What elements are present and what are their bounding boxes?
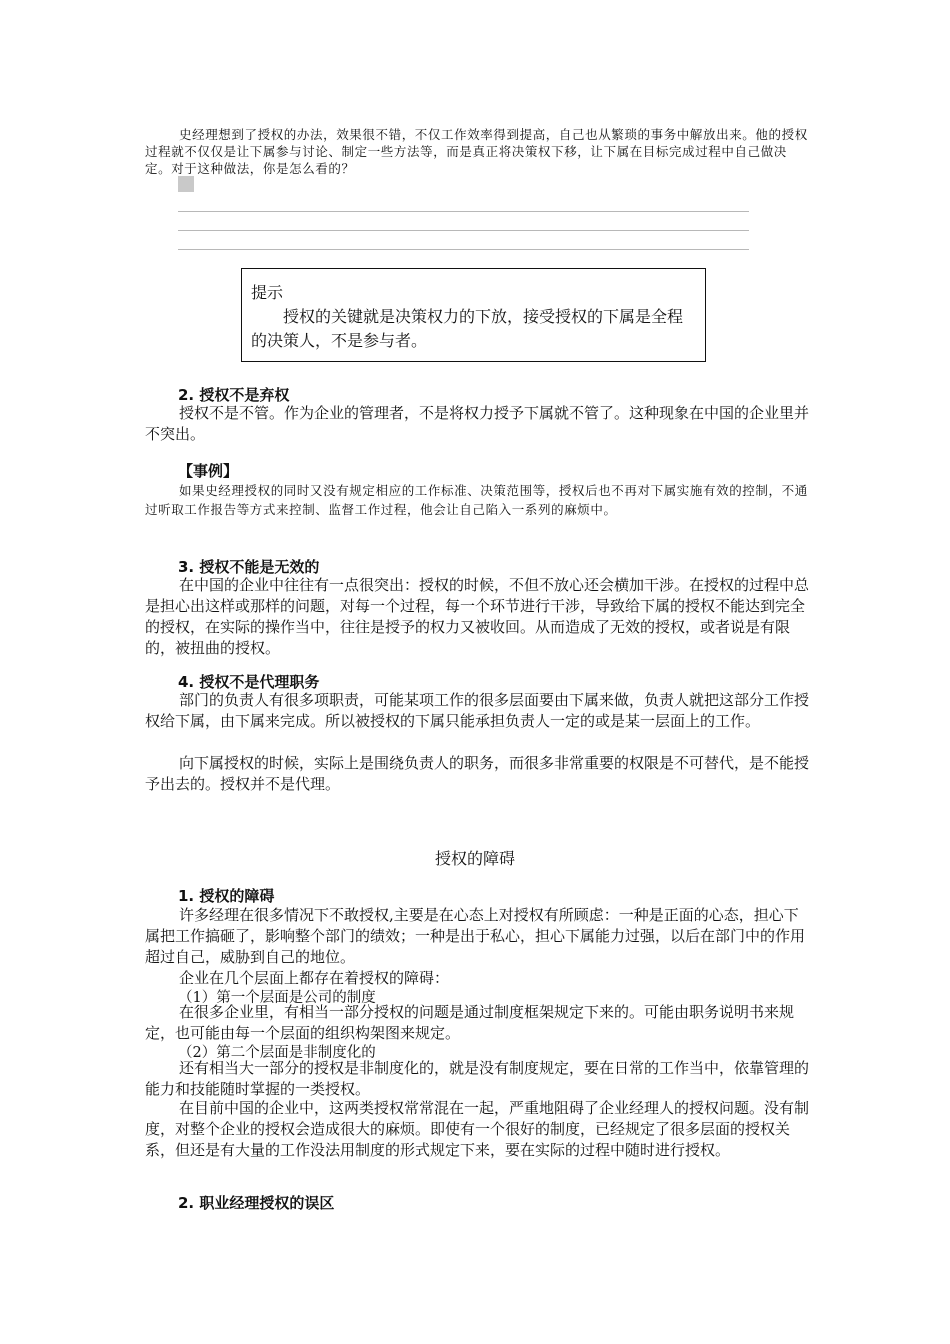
section-heading: 1. 授权的障碍 [178, 887, 275, 905]
intro-paragraph: 史经理想到了授权的办法，效果很不错，不仅工作效率得到提高，自己也从繁琐的事务中解放出来。他的授权过程就不仅仅是让下属参与讨论、制定一些方法等，而是真正将决策权下移，让下属在目标完成过程中自己做决定。对于这种做法，你是怎么看的？ [145, 127, 808, 176]
section-paragraph: 向下属授权的时候，实际上是围绕负责人的职务，而很多非常重要的权限是不可替代，是不能授予出去的。授权并不是代理。 [145, 754, 810, 793]
section-paragraph: 部门的负责人有很多项职责，可能某项工作的很多层面要由下属来做，负责人就把这部分工作授权给下属，由下属来完成。所以被授权的下属只能承担负责人一定的或是某一层面上的工作。 [145, 691, 810, 730]
level-heading: （2）第二个层面是非制度化的 [178, 1045, 376, 1061]
section-paragraph: 授权不是不管。作为企业的管理者，不是将权力授予下属就不管了。这种现象在中国的企业里并不突出。 [145, 404, 810, 443]
section-paragraph: 在中国的企业中往往有一点很突出：授权的时候，不但不放心还会横加干涉。在授权的过程中总是担心出这样或那样的问题，对每一个过程，每一个环节进行干涉，导致给下属的授权不能达到完全的授权，在实际的操作当中，往往是授予的权力又被收回。从而造成了无效的授权，或者说是有限的，被扭曲的授权。 [145, 576, 810, 657]
answer-line [178, 249, 749, 250]
section-paragraph: 许多经理在很多情况下不敢授权,主要是在心态上对授权有所顾虑：一种是正面的心态，担心下属把工作搞砸了，影响整个部门的绩效；一种是出于私心，担心下属能力过强，以后在部门中的作用超过自己，威胁到自己的地位。 [145, 906, 806, 966]
section-heading: 2. 职业经理授权的误区 [178, 1194, 335, 1212]
answer-marker [178, 176, 194, 192]
answer-line [178, 211, 749, 212]
hint-title: 提示 [251, 283, 284, 302]
section-paragraph: 企业在几个层面上都存在着授权的障碍： [179, 969, 450, 987]
case-text: 如果史经理授权的同时又没有规定相应的工作标准、决策范围等，授权后也不再对下属实施有效的控制，不通过听取工作报告等方式来控制、监督工作过程，他会让自己陷入一系列的麻烦中。 [145, 483, 808, 517]
answer-line [178, 230, 749, 231]
page-section-title: 授权的障碍 [434, 849, 515, 868]
section-paragraph: 在目前中国的企业中，这两类授权常常混在一起，严重地阻碍了企业经理人的授权问题。没有制度，对整个企业的授权会造成很大的麻烦。即使有一个很好的制度，已经规定了很多层面的授权关系，但还是有大量的工作没法用制度的形式规定下来，要在实际的过程中随时进行授权。 [145, 1099, 810, 1159]
hint-body: 授权的关键就是决策权力的下放，接受授权的下属是全程的决策人，不是参与者。 [251, 307, 684, 350]
hint-box [241, 268, 706, 362]
case-label: 【事例】 [178, 462, 239, 480]
section-heading: 4. 授权不是代理职务 [178, 673, 320, 691]
section-heading: 2. 授权不是弃权 [178, 386, 290, 404]
section-paragraph: 在很多企业里，有相当一部分授权的问题是通过制度框架规定下来的。可能由职务说明书来规定，也可能由每一个层面的组织构架图来规定。 [145, 1003, 795, 1042]
section-heading: 3. 授权不能是无效的 [178, 558, 320, 576]
section-paragraph: 还有相当大一部分的授权是非制度化的，就是没有制度规定，要在日常的工作当中，依靠管理的能力和技能随时掌握的一类授权。 [145, 1059, 810, 1098]
level-heading: （1）第一个层面是公司的制度 [178, 990, 376, 1006]
